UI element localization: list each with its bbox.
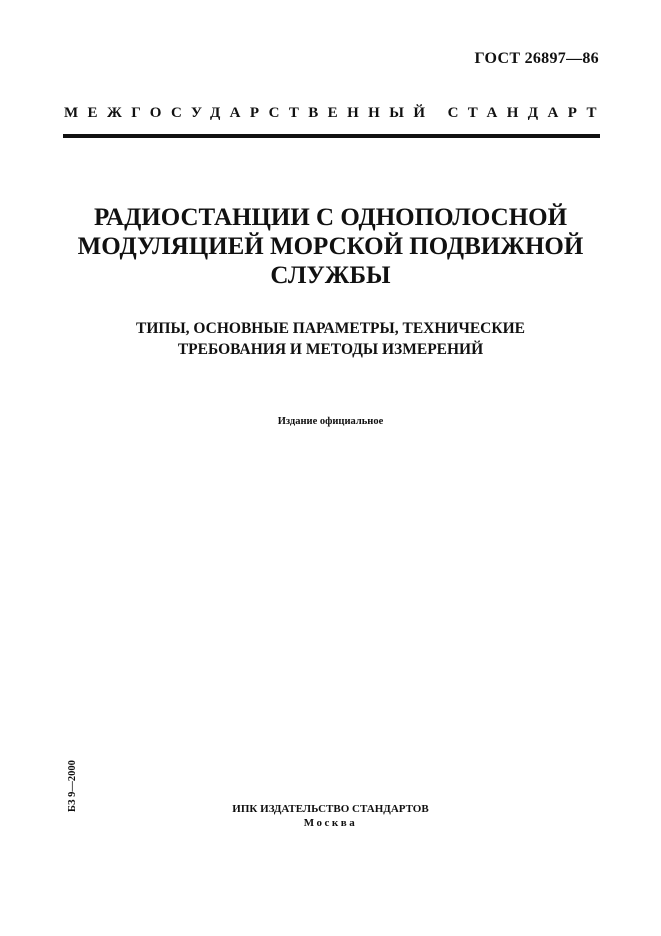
publisher-name: ИПК ИЗДАТЕЛЬСТВО СТАНДАРТОВ bbox=[232, 803, 429, 815]
document-subtitle bbox=[60, 318, 601, 360]
document-number: ГОСТ 26897—86 bbox=[474, 50, 599, 67]
document-title bbox=[40, 203, 621, 290]
title-line: МОДУЛЯЦИЕЙ МОРСКОЙ ПОДВИЖНОЙ bbox=[77, 233, 584, 260]
subtitle-line: ТРЕБОВАНИЯ И МЕТОДЫ ИЗМЕРЕНИЙ bbox=[177, 341, 484, 358]
title-line: СЛУЖБЫ bbox=[270, 262, 391, 289]
publisher-block bbox=[180, 802, 481, 830]
edition-note: Издание официальное bbox=[277, 416, 384, 427]
header-divider bbox=[63, 134, 600, 138]
publisher-city: Москва bbox=[303, 817, 358, 829]
subtitle-line: ТИПЫ, ОСНОВНЫЕ ПАРАМЕТРЫ, ТЕХНИЧЕСКИЕ bbox=[136, 320, 525, 337]
side-code: БЗ 9—2000 bbox=[67, 760, 78, 812]
standard-category: МЕЖГОСУДАРСТВЕННЫЙ СТАНДАРТ bbox=[64, 105, 606, 121]
title-line: РАДИОСТАНЦИИ С ОДНОПОЛОСНОЙ bbox=[93, 204, 568, 231]
